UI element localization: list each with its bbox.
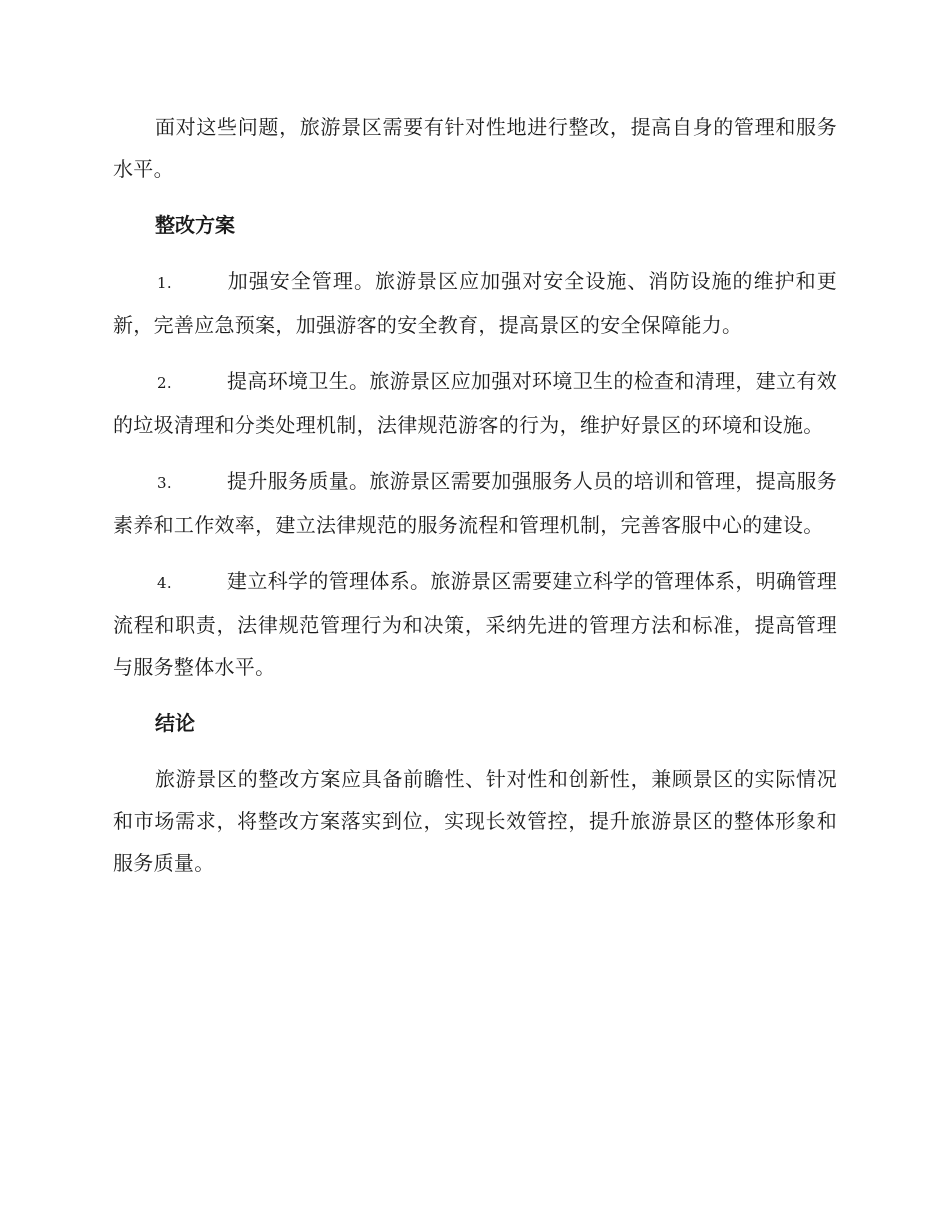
section-heading-plan: 整改方案 [155,213,235,237]
list-item-number: 1. [157,274,172,292]
document-page [113,106,837,898]
list-item-text: 提升服务质量。旅游景区需要加强服务人员的培训和管理，提高服务素养和工作效率，建立法律规范的服务流程和管理机制，完善客服中心的建设。 [113,469,837,537]
list-item [113,360,837,446]
intro-paragraph: 面对这些问题，旅游景区需要有针对性地进行整改，提高自身的管理和服务水平。 [113,115,837,181]
section-heading-conclusion: 结论 [155,711,195,735]
list-item [113,460,837,546]
conclusion-paragraph: 旅游景区的整改方案应具备前瞻性、针对性和创新性，兼顾景区的实际情况和市场需求，将整改方案落实到位，实现长效管控，提升旅游景区的整体形象和服务质量。 [113,767,837,875]
list-item-text: 建立科学的管理体系。旅游景区需要建立科学的管理体系，明确管理流程和职责，法律规范管理行为和决策，采纳先进的管理方法和标准，提高管理与服务整体水平。 [113,569,837,679]
list-item [113,260,837,346]
list-item-number: 3. [157,474,172,492]
list-item [113,560,837,688]
list-item-number: 4. [157,574,172,592]
list-item-number: 2. [157,374,172,392]
list-item-text: 提高环境卫生。旅游景区应加强对环境卫生的检查和清理，建立有效的垃圾清理和分类处理机制，法律规范游客的行为，维护好景区的环境和设施。 [113,369,837,437]
list-item-text: 加强安全管理。旅游景区应加强对安全设施、消防设施的维护和更新，完善应急预案，加强游客的安全教育，提高景区的安全保障能力。 [113,269,837,337]
